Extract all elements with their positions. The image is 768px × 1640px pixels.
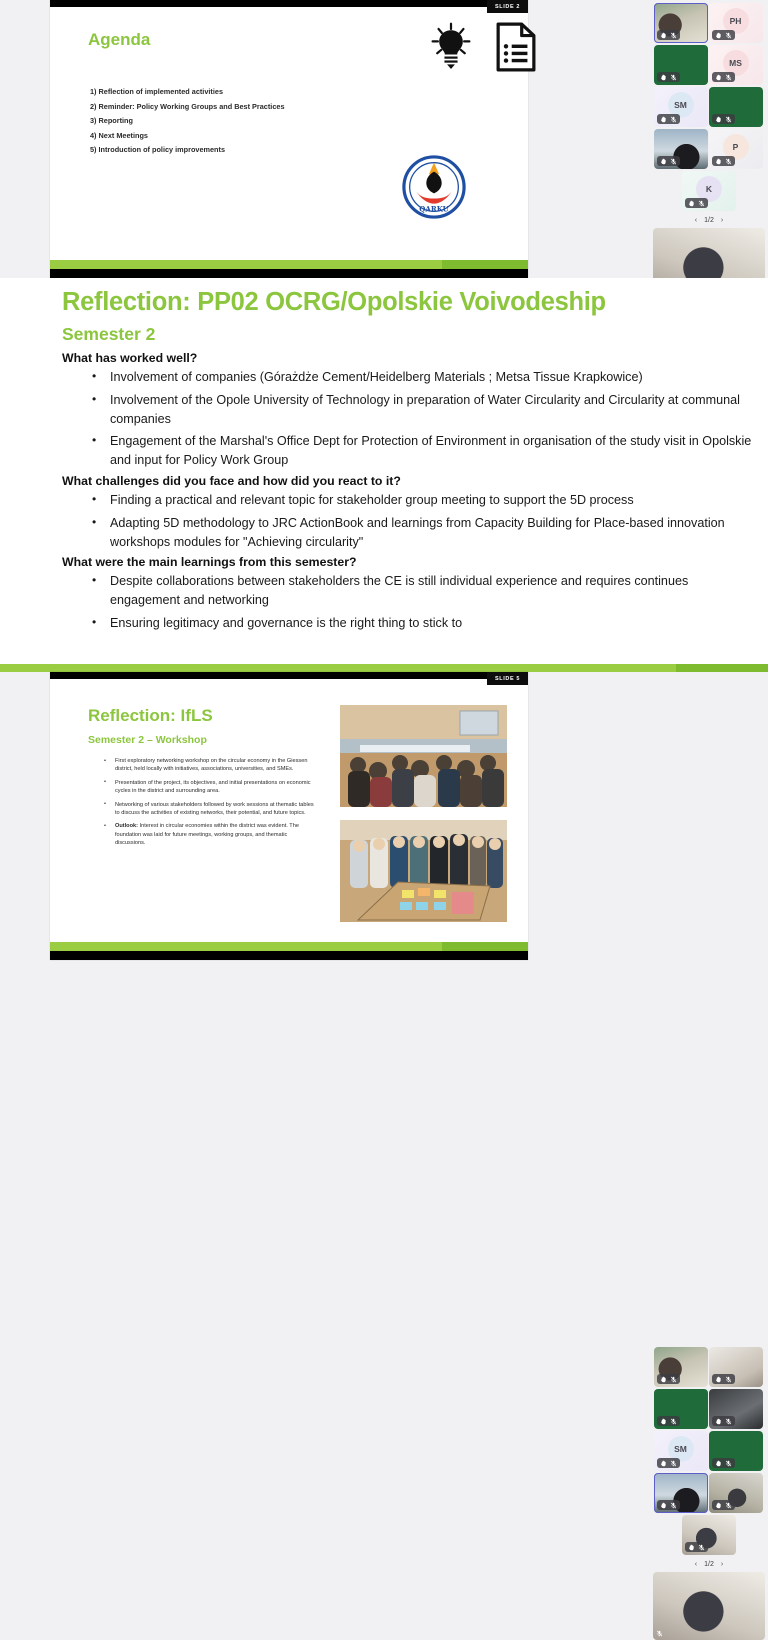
tile-status-badges — [657, 1374, 680, 1384]
pager-prev-icon[interactable]: ‹ — [694, 217, 698, 224]
ifls-bullet-lead: Outlook: — [115, 823, 138, 830]
ifls-title: Reflection: IfLS — [88, 706, 213, 725]
participant-tile[interactable] — [654, 1431, 708, 1471]
reflection-bullet: • Ensuring legitimacy and governance is the right thing to stick to — [64, 614, 752, 633]
raised-hand-icon — [660, 1418, 667, 1425]
workshop-table-photo — [340, 820, 507, 922]
tile-status-badges — [712, 1500, 735, 1510]
workshop-room-photo — [340, 705, 507, 807]
reflection-question-heading: What challenges did you face and how did you react to it? — [62, 473, 401, 488]
reflection-bullet-list — [64, 368, 752, 470]
reflection-subtitle: Semester 2 — [62, 324, 156, 344]
slide-footer-green-bar — [50, 942, 528, 951]
participant-rail-bottom — [650, 1344, 768, 1632]
raised-hand-icon — [688, 200, 695, 207]
tile-status-badges — [656, 1630, 663, 1637]
raised-hand-icon — [688, 1544, 695, 1551]
participant-tile[interactable] — [654, 1347, 708, 1387]
raised-hand-icon — [715, 1376, 722, 1383]
shared-slide-region-zoomed[interactable] — [0, 278, 768, 672]
tile-status-badges — [712, 1458, 735, 1468]
tile-status-badges — [712, 114, 735, 124]
participant-tile[interactable] — [709, 3, 763, 43]
raised-hand-icon — [715, 32, 722, 39]
shared-slide-region-top — [0, 0, 768, 278]
ifls-bullet: • Presentation of the project, its objectives, and initial presentations on economic cycles in the district and surrounding area. — [102, 779, 317, 796]
mic-muted-icon — [670, 1502, 677, 1509]
mic-muted-icon — [670, 158, 677, 165]
slide-footer-green-bar — [50, 260, 528, 269]
agenda-item-list — [90, 85, 285, 158]
participant-tile[interactable] — [654, 45, 708, 85]
avatar: PH — [723, 8, 749, 34]
reflection-bullet: • Despite collaborations between stakeholders the CE is still individual experience and requires continues engagement and networking — [64, 572, 752, 610]
slide-top-bar — [50, 672, 528, 679]
tile-status-badges — [657, 1500, 680, 1510]
mic-muted-icon — [725, 158, 732, 165]
tile-status-badges — [657, 156, 680, 166]
ifls-bullet: • First exploratory networking workshop on the circular economy in the Giessen district, held locally with initiatives, associations, universities, and SMEs. — [102, 757, 317, 774]
reflection-bullet-list — [64, 572, 752, 632]
mic-muted-icon — [698, 200, 705, 207]
raised-hand-icon — [715, 74, 722, 81]
agenda-item: 1) Reflection of implemented activities — [90, 87, 223, 96]
tile-status-badges — [657, 114, 680, 124]
pager-prev-icon[interactable]: ‹ — [694, 1561, 698, 1568]
participant-grid-bottom — [650, 1344, 768, 1558]
participant-tile[interactable] — [709, 1473, 763, 1513]
raised-hand-icon — [715, 158, 722, 165]
tile-status-badges — [712, 1374, 735, 1384]
raised-hand-icon — [660, 1502, 667, 1509]
avatar: P — [723, 134, 749, 160]
raised-hand-icon — [660, 74, 667, 81]
slide-footer-black-bar — [50, 269, 528, 278]
tile-status-badges — [657, 1416, 680, 1426]
participant-tile[interactable] — [709, 45, 763, 85]
pager-label: 1/2 — [704, 1561, 714, 1568]
reflection-bullet: • Finding a practical and relevant topic for stakeholder group meeting to support the 5D process — [64, 491, 752, 510]
raised-hand-icon — [660, 116, 667, 123]
mic-muted-icon — [670, 116, 677, 123]
reflection-question-heading: What has worked well? — [62, 351, 198, 365]
mic-muted-icon — [725, 1502, 732, 1509]
participant-tile[interactable] — [709, 129, 763, 169]
mic-muted-icon — [670, 74, 677, 81]
participant-tile[interactable] — [654, 1389, 708, 1429]
participant-rail-top — [650, 0, 768, 278]
reflection-title: Reflection: PP02 OCRG/Opolskie Voivodeship — [62, 288, 606, 316]
durres-county-logo — [402, 155, 466, 219]
mic-muted-icon — [725, 1376, 732, 1383]
mic-muted-icon — [725, 1418, 732, 1425]
svg-text:QARKU: QARKU — [419, 204, 449, 214]
participant-tile[interactable] — [654, 3, 708, 43]
slide-footer-green-bar — [0, 664, 768, 672]
participant-pager-bottom[interactable] — [650, 1558, 768, 1570]
tile-status-badges — [712, 30, 735, 40]
tile-status-badges — [657, 30, 680, 40]
spotlight-participant-tile-bottom[interactable] — [653, 1572, 765, 1640]
avatar: SM — [668, 1436, 694, 1462]
slide-footer-black-bar — [50, 951, 528, 960]
slide-number-badge: SLIDE 5 — [487, 672, 528, 685]
pager-next-icon[interactable]: › — [720, 1561, 724, 1568]
raised-hand-icon — [715, 1502, 722, 1509]
agenda-item: 4) Next Meetings — [90, 130, 148, 140]
avatar: MS — [723, 50, 749, 76]
tile-status-badges — [712, 72, 735, 82]
mic-muted-icon — [725, 116, 732, 123]
mic-muted-icon — [725, 1460, 732, 1467]
agenda-item: 3) Reporting — [90, 116, 133, 125]
participant-tile[interactable] — [709, 1389, 763, 1429]
reflection-bullet: • Adapting 5D methodology to JRC ActionBook and learnings from Capacity Building for Place-based innovation workshops modules for "Achieving circularity" — [64, 514, 752, 552]
reflection-bullet: • Involvement of companies (Górażdże Cement/Heidelberg Materials ; Metsa Tissue Krapkowice) — [64, 368, 752, 387]
raised-hand-icon — [715, 1418, 722, 1425]
avatar: K — [696, 176, 722, 202]
agenda-item: 5) Introduction of policy improvements — [90, 145, 226, 154]
raised-hand-icon — [660, 158, 667, 165]
participant-tile[interactable] — [682, 1515, 736, 1555]
slide-top-bar — [50, 0, 528, 7]
tile-status-badges — [657, 72, 680, 82]
agenda-item: 2) Reminder: Policy Working Groups and Best Practices — [90, 101, 285, 111]
raised-hand-icon — [660, 1460, 667, 1467]
tile-status-badges — [685, 198, 708, 208]
tile-status-badges — [712, 1416, 735, 1426]
ifls-bullet: • Networking of various stakeholders followed by work sessions at thematic tables to discuss the activities of existing networks, their potential, and future topics. — [102, 801, 317, 818]
pager-label: 1/2 — [704, 217, 714, 224]
mic-muted-icon — [698, 1544, 705, 1551]
pager-next-icon[interactable]: › — [720, 217, 724, 224]
raised-hand-icon — [660, 32, 667, 39]
raised-hand-icon — [660, 1376, 667, 1383]
ifls-subtitle: Semester 2 – Workshop — [88, 734, 207, 746]
tile-status-badges — [712, 156, 735, 166]
reflection-bullet-list — [64, 491, 752, 551]
participant-tile[interactable] — [709, 1431, 763, 1471]
slide-number-badge: SLIDE 2 — [487, 0, 528, 13]
mic-muted-icon — [670, 1418, 677, 1425]
slide-agenda[interactable] — [50, 0, 528, 278]
lightbulb-icon — [430, 22, 472, 70]
participant-tile[interactable] — [654, 87, 708, 127]
raised-hand-icon — [715, 1460, 722, 1467]
participant-tile[interactable] — [682, 171, 736, 211]
participant-tile[interactable] — [654, 1473, 708, 1513]
ifls-bullet: • Outlook: Interest in circular economies within the district was evident. The foundation was laid for future meetings, working groups, and thematic discussions. — [102, 822, 317, 847]
tile-status-badges — [685, 1542, 708, 1552]
ifls-bullet-list — [102, 757, 317, 853]
raised-hand-icon — [715, 116, 722, 123]
participant-tile[interactable] — [709, 87, 763, 127]
mic-muted-icon — [670, 32, 677, 39]
mic-muted-icon — [670, 1376, 677, 1383]
shared-slide-region-bottom — [0, 672, 768, 1568]
tile-status-badges — [657, 1458, 680, 1468]
reflection-question-heading: What were the main learnings from this semester? — [62, 555, 357, 570]
participant-tile[interactable] — [654, 129, 708, 169]
participant-grid-top — [650, 0, 768, 214]
mic-muted-icon — [725, 32, 732, 39]
mic-muted-icon — [656, 1630, 663, 1637]
slide-ifls[interactable] — [50, 672, 528, 960]
participant-tile[interactable] — [709, 1347, 763, 1387]
reflection-body — [62, 348, 752, 637]
mic-muted-icon — [670, 1460, 677, 1467]
mic-muted-icon — [725, 74, 732, 81]
reflection-bullet: • Involvement of the Opole University of Technology in preparation of Water Circularity and Circularity at communal companies — [64, 391, 752, 429]
agenda-title: Agenda — [88, 30, 151, 49]
avatar: SM — [668, 92, 694, 118]
reflection-bullet: • Engagement of the Marshal's Office Dept for Protection of Environment in organisation of the study visit in Opolskie and input for Policy Work Group — [64, 432, 752, 470]
document-list-icon — [494, 22, 538, 72]
participant-pager-top[interactable] — [650, 214, 768, 226]
